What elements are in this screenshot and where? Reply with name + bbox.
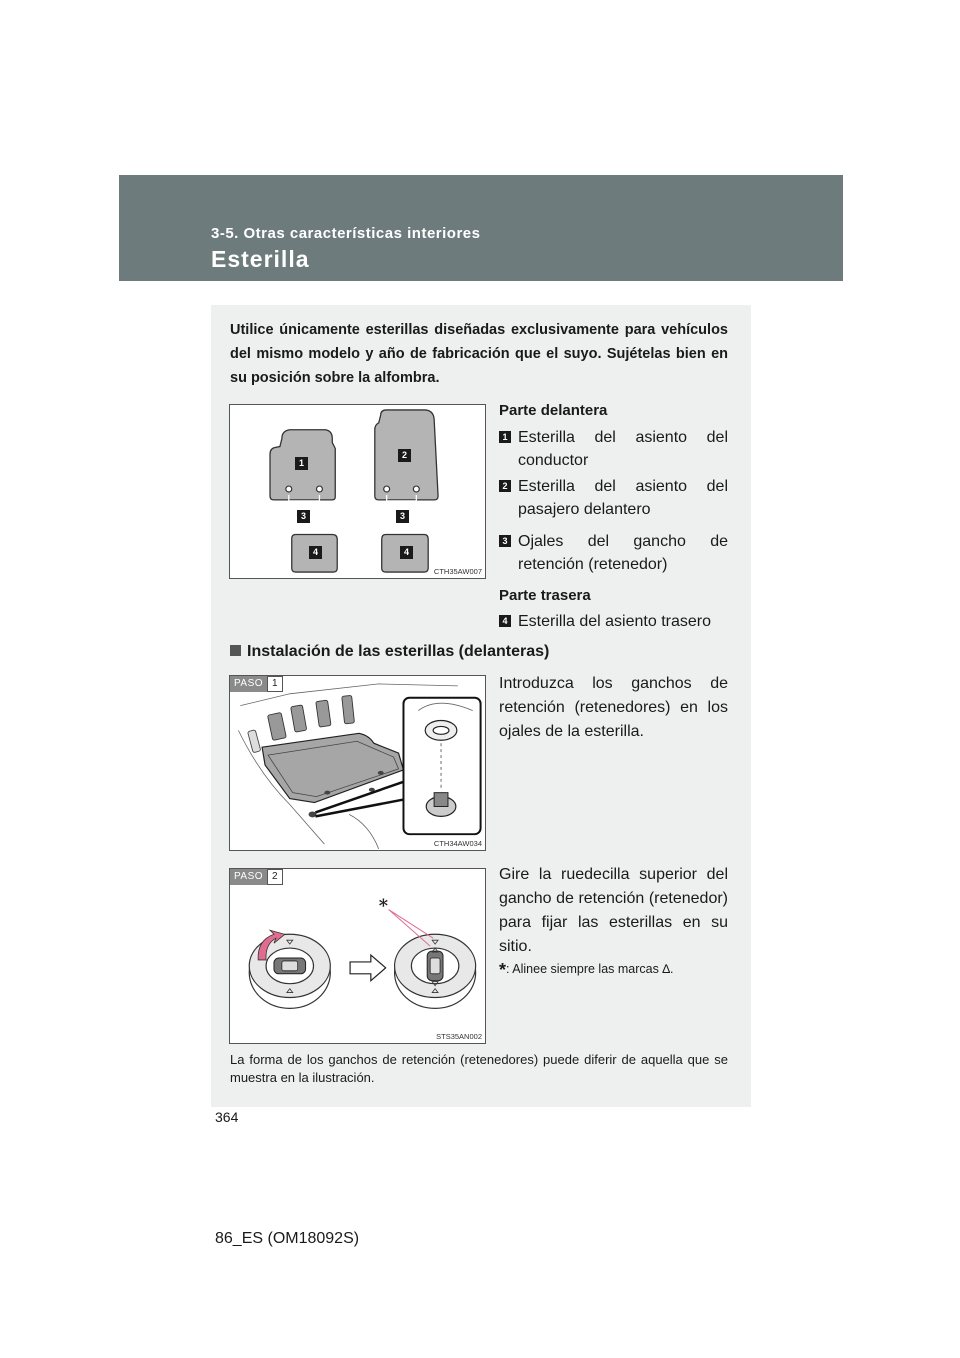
alignment-note: [499, 960, 728, 981]
alignment-note-text: : Alinee siempre las marcas ∆.: [506, 962, 674, 976]
step1-figure: [229, 675, 486, 851]
figure-code: CTH35AW007: [433, 567, 482, 576]
right-arrow-icon: [350, 955, 386, 981]
asterisk-marker: *: [499, 960, 507, 980]
step1-text: Introduzca los ganchos de retención (retenedores) en los ojales de la esterilla.: [499, 675, 728, 740]
step2-text: Gire la ruedecilla superior del gancho de retención (retenedor) para fijar las esterillas en su sitio.: [499, 866, 728, 955]
step-badge: [230, 869, 283, 885]
page-title: Esterilla: [211, 246, 310, 272]
legend-number-2: 2: [499, 480, 511, 492]
callout-3: 3: [297, 510, 310, 523]
step-label: PASO: [230, 676, 267, 692]
page-number: 364: [215, 1109, 239, 1125]
callout-4: 4: [400, 546, 413, 559]
step-label: PASO: [230, 869, 267, 885]
legend-text: Ojales del gancho de retención (retenedor): [518, 533, 728, 573]
step-number: 2: [267, 869, 283, 885]
section-label: 3-5. Otras características interiores: [211, 225, 481, 242]
callout-2: 2: [398, 449, 411, 462]
callout-1: 1: [295, 457, 308, 470]
legend-item-3: [499, 530, 728, 576]
step-badge: [230, 676, 283, 692]
content-box: [211, 305, 751, 1107]
install-heading: [230, 643, 549, 661]
install-heading-text: Instalación de las esterillas (delanteras): [247, 643, 550, 660]
eyelet-shape: [316, 486, 322, 492]
legend-item-2: [499, 475, 728, 521]
legend-item-1: [499, 426, 728, 472]
step1-illustration: [230, 676, 485, 850]
legend-text: Esterilla del asiento del conductor: [518, 429, 728, 469]
legend-text: Esterilla del asiento del pasajero delantero: [518, 478, 728, 518]
step-number: 1: [267, 676, 283, 692]
eyelet-shape: [413, 486, 419, 492]
floor-mats-figure: [229, 404, 486, 579]
legend-text: Esterilla del asiento trasero: [518, 613, 711, 630]
legend-number-3: 3: [499, 535, 511, 547]
rear-heading: Parte trasera: [499, 587, 591, 604]
eyelet-shape: [286, 486, 292, 492]
floor-mats-illustration: [230, 405, 485, 578]
square-bullet-icon: [230, 645, 241, 656]
step2-figure: [229, 868, 486, 1044]
legend-number-1: 1: [499, 431, 511, 443]
front-heading: Parte delantera: [499, 402, 608, 419]
asterisk-marker: *: [378, 895, 389, 917]
legend-item-4: [499, 610, 728, 633]
legend-number-4: 4: [499, 615, 511, 627]
intro-text: Utilice únicamente esterillas diseñadas exclusivamente para vehículos del mismo modelo y año de fabricación que el suyo. Sujételas bien en su posición sobre la alfombra.: [230, 322, 728, 386]
figure-code: CTH34AW034: [433, 839, 482, 848]
mat-shape: [262, 733, 403, 802]
figure-code: STS35AN002: [436, 1032, 482, 1041]
callout-4: 4: [309, 546, 322, 559]
document-code: 86_ES (OM18092S): [215, 1230, 360, 1247]
footnote: La forma de los ganchos de retención (retenedores) puede diferir de aquella que se muestra en la ilustración.: [230, 1052, 728, 1085]
step2-illustration: [230, 869, 485, 1043]
callout-3: 3: [396, 510, 409, 523]
eyelet-shape: [384, 486, 390, 492]
chapter-header: [119, 175, 843, 281]
